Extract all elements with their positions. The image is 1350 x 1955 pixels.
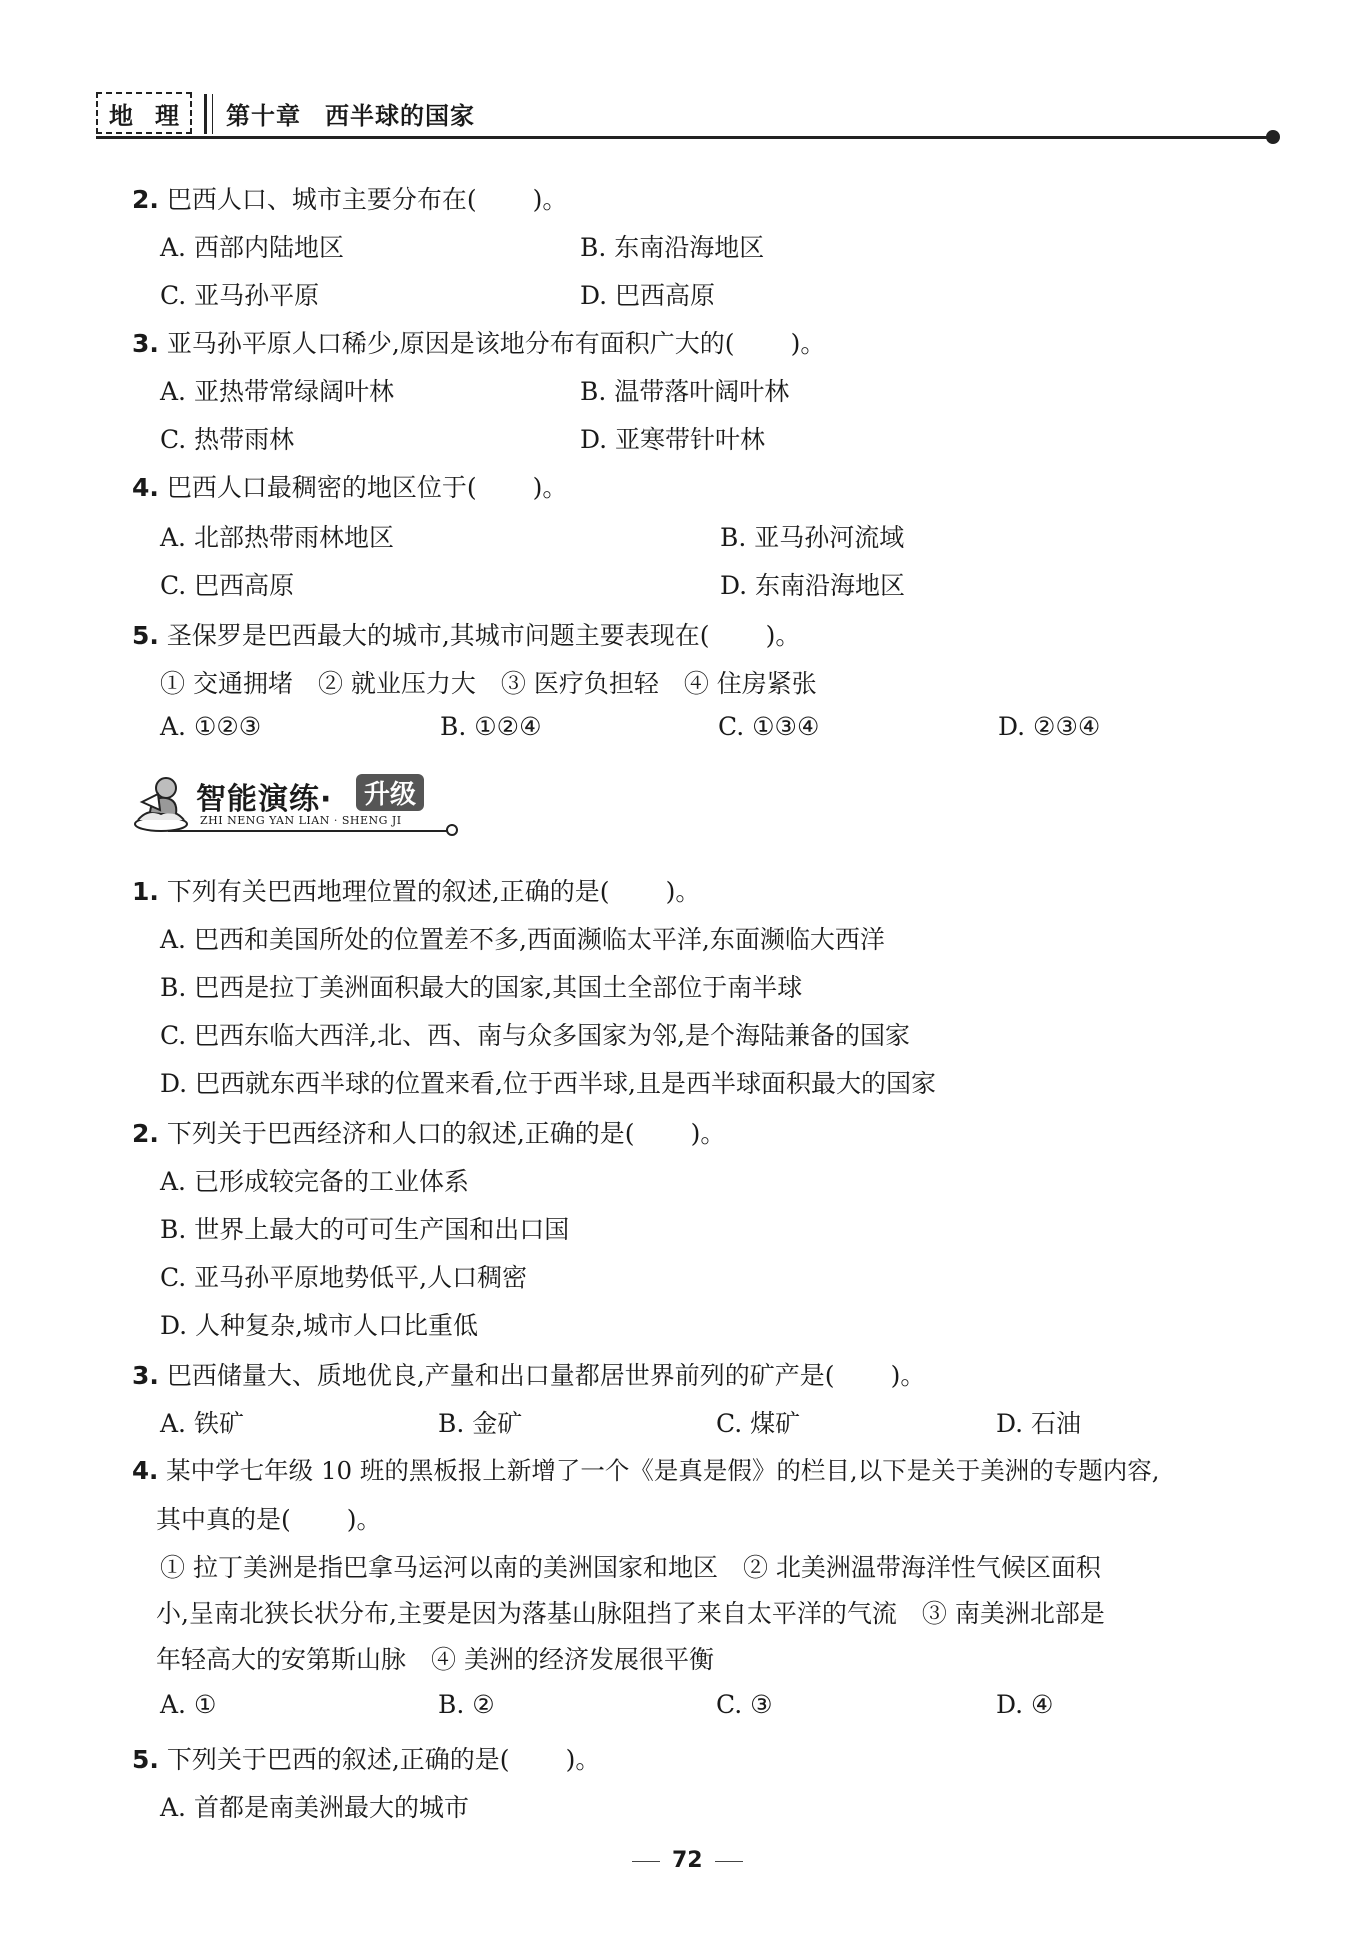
divider	[204, 94, 207, 134]
option: D. 巴西高原	[580, 281, 716, 310]
question-text: 亚马孙平原人口稀少,原因是该地分布有面积广大的(	[166, 329, 735, 358]
option: C. 亚马孙平原	[160, 281, 320, 310]
option: A. ①	[160, 1690, 217, 1719]
option: B. 东南沿海地区	[580, 233, 765, 262]
option: D. 亚寒带针叶林	[580, 425, 766, 454]
page-number-value: 72	[672, 1848, 703, 1873]
question-number: 5.	[132, 1745, 159, 1774]
option: B. 世界上最大的可可生产国和出口国	[160, 1215, 570, 1244]
option: B. ①②④	[440, 712, 542, 741]
header-rule-dot	[1266, 130, 1280, 144]
option: D. ②③④	[998, 712, 1101, 741]
option: C. ①③④	[718, 712, 820, 741]
option: A. 已形成较完备的工业体系	[160, 1167, 469, 1196]
question-number: 1.	[132, 877, 159, 906]
option: B. 巴西是拉丁美洲面积最大的国家,其国土全部位于南半球	[160, 973, 803, 1002]
question-tail: )。	[346, 1505, 382, 1534]
option: C. 煤矿	[716, 1409, 801, 1438]
question-tail: )。	[532, 185, 568, 214]
banner-underline-dot	[446, 824, 458, 836]
option: D. 东南沿海地区	[720, 571, 906, 600]
question-text: 下列关于巴西的叙述,正确的是(	[166, 1745, 510, 1774]
subject-char: 理	[155, 100, 179, 130]
page-number	[620, 1848, 755, 1873]
option: C. 热带雨林	[160, 425, 295, 454]
question-2b	[132, 1114, 725, 1150]
banner-pinyin: ZHI NENG YAN LIAN · SHENG JI	[200, 814, 402, 827]
question-4	[132, 468, 567, 504]
option: A. 亚热带常绿阔叶林	[160, 377, 394, 406]
question-number: 4.	[132, 1456, 159, 1485]
option: B. 温带落叶阔叶林	[580, 377, 790, 406]
question-text: 下列关于巴西经济和人口的叙述,正确的是(	[166, 1119, 635, 1148]
question-tail: )。	[532, 473, 568, 502]
option: B. ②	[438, 1690, 495, 1719]
question-tail: )。	[890, 1361, 926, 1390]
header-rule	[96, 136, 1272, 139]
question-tail: )。	[665, 877, 701, 906]
question-number: 3.	[132, 329, 159, 358]
question-text-cont	[156, 1500, 382, 1536]
question-number: 2.	[132, 1119, 159, 1148]
option: A. ①②③	[160, 712, 262, 741]
section-banner	[128, 772, 458, 842]
statement-list: ① 交通拥堵 ② 就业压力大 ③ 医疗负担轻 ④ 住房紧张	[160, 669, 817, 698]
question-4b	[132, 1452, 1159, 1487]
statement-line: 年轻高大的安第斯山脉 ④ 美洲的经济发展很平衡	[156, 1645, 714, 1674]
chapter-name: 西半球的国家	[325, 102, 475, 130]
option: D. 石油	[996, 1409, 1082, 1438]
question-tail: )。	[565, 1745, 601, 1774]
subject-char: 地	[109, 100, 133, 130]
book-reader-icon	[128, 772, 194, 838]
statement-line: 小,呈南北狭长状分布,主要是因为落基山脉阻挡了来自太平洋的气流 ③ 南美洲北部是	[156, 1599, 1105, 1628]
question-text: 下列有关巴西地理位置的叙述,正确的是(	[166, 877, 610, 906]
option: D. ④	[996, 1690, 1054, 1719]
question-5b	[132, 1740, 600, 1776]
question-text: 巴西人口最稠密的地区位于(	[166, 473, 477, 502]
option: B. 金矿	[438, 1409, 523, 1438]
question-number: 2.	[132, 185, 159, 214]
question-2	[132, 180, 567, 216]
option: A. 首都是南美洲最大的城市	[160, 1793, 469, 1822]
option: C. 亚马孙平原地势低平,人口稠密	[160, 1263, 528, 1292]
question-number: 5.	[132, 621, 159, 650]
option: C. 巴西高原	[160, 571, 295, 600]
question-5	[132, 616, 800, 652]
question-tail: )。	[765, 621, 801, 650]
option: D. 巴西就东西半球的位置来看,位于西半球,且是西半球面积最大的国家	[160, 1069, 936, 1098]
banner-tag: 升级	[356, 774, 424, 811]
banner-title: 智能演练·	[196, 782, 333, 817]
question-text: 圣保罗是巴西最大的城市,其城市问题主要表现在(	[166, 621, 710, 650]
chapter-number: 第十章	[226, 102, 301, 130]
option: C. 巴西东临大西洋,北、西、南与众多国家为邻,是个海陆兼备的国家	[160, 1021, 911, 1050]
question-number: 4.	[132, 473, 159, 502]
option: A. 巴西和美国所处的位置差不多,西面濒临太平洋,东面濒临大西洋	[160, 925, 885, 954]
option: B. 亚马孙河流域	[720, 523, 905, 552]
question-tail: )。	[790, 329, 826, 358]
question-text: 其中真的是(	[156, 1505, 291, 1534]
question-text: 巴西人口、城市主要分布在(	[166, 185, 477, 214]
statement-line: ① 拉丁美洲是指巴拿马运河以南的美洲国家和地区 ② 北美洲温带海洋性气候区面积	[160, 1553, 1101, 1582]
question-text: 巴西储量大、质地优良,产量和出口量都居世界前列的矿产是(	[166, 1361, 835, 1390]
question-text: 某中学七年级 10 班的黑板报上新增了一个《是真是假》的栏目,以下是关于美洲的专题内容,	[166, 1456, 1160, 1485]
question-3	[132, 324, 825, 360]
question-1	[132, 872, 700, 908]
question-3b	[132, 1356, 925, 1392]
divider	[212, 94, 213, 134]
option: A. 西部内陆地区	[160, 233, 344, 262]
question-number: 3.	[132, 1361, 159, 1390]
option: A. 铁矿	[160, 1409, 244, 1438]
option: D. 人种复杂,城市人口比重低	[160, 1311, 478, 1340]
option: A. 北部热带雨林地区	[160, 523, 394, 552]
page-header	[96, 92, 1282, 140]
banner-underline	[168, 830, 448, 832]
chapter-title	[226, 96, 475, 131]
question-tail: )。	[690, 1119, 726, 1148]
subject-box	[96, 92, 192, 134]
option: C. ③	[716, 1690, 773, 1719]
